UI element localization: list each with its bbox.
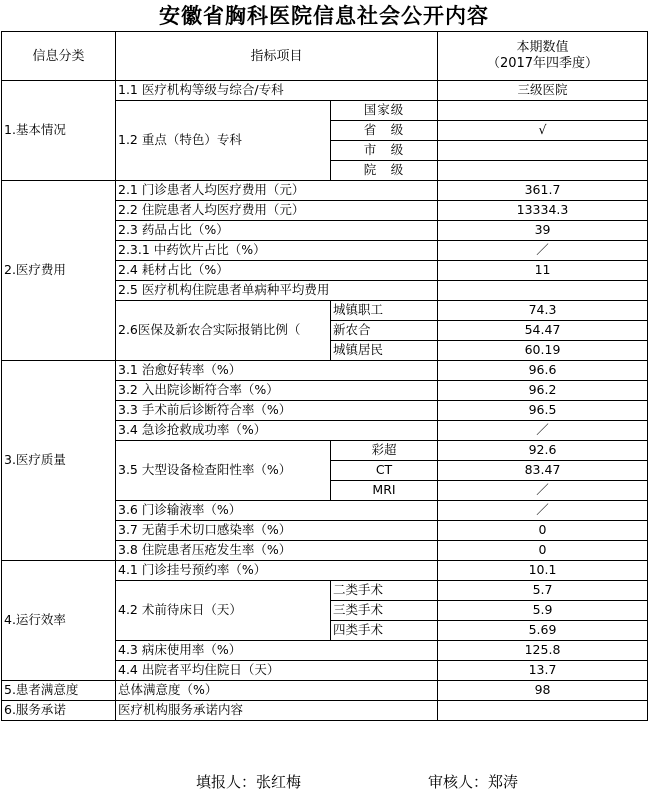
header-value-line2: （2017年四季度） — [486, 56, 599, 71]
row-value: ／ — [438, 421, 648, 441]
row-value — [438, 281, 648, 301]
row-value: 13.7 — [438, 661, 648, 681]
row-value — [438, 701, 648, 721]
row-value: 98 — [438, 681, 648, 701]
sub-label: 城镇居民 — [331, 341, 438, 361]
row-label: 2.6医保及新农合实际报销比例（ — [116, 301, 331, 361]
row-value: 0 — [438, 541, 648, 561]
row-label: 医疗机构服务承诺内容 — [116, 701, 438, 721]
row-label: 3.2 入出院诊断符合率（%） — [116, 381, 438, 401]
row-label: 4.1 门诊挂号预约率（%） — [116, 561, 438, 581]
sub-label: 省 级 — [331, 121, 438, 141]
row-value: √ — [438, 121, 648, 141]
sub-label: 四类手术 — [331, 621, 438, 641]
row-label: 3.7 无菌手术切口感染率（%） — [116, 521, 438, 541]
row-label: 2.3 药品占比（%） — [116, 221, 438, 241]
table-row — [2, 561, 648, 581]
sub-label: CT — [331, 461, 438, 481]
sub-label: 市 级 — [331, 141, 438, 161]
group-basic: 1.基本情况 — [2, 81, 116, 181]
row-value: ／ — [438, 481, 648, 501]
row-value: 125.8 — [438, 641, 648, 661]
row-value: 5.9 — [438, 601, 648, 621]
group-quality: 3.医疗质量 — [2, 361, 116, 561]
sub-label: 城镇职工 — [331, 301, 438, 321]
table-row — [2, 81, 648, 101]
row-value: 0 — [438, 521, 648, 541]
row-label: 2.1 门诊患者人均医疗费用（元） — [116, 181, 438, 201]
row-value — [438, 161, 648, 181]
filler-signature: 填报人：张红梅 — [196, 773, 302, 791]
row-label: 3.4 急诊抢救成功率（%） — [116, 421, 438, 441]
group-cost: 2.医疗费用 — [2, 181, 116, 361]
header-indicator: 指标项目 — [116, 32, 438, 81]
row-value: 54.47 — [438, 321, 648, 341]
group-satisfaction: 5.患者满意度 — [2, 681, 116, 701]
table-row — [2, 701, 648, 721]
row-label: 3.8 住院患者压疮发生率（%） — [116, 541, 438, 561]
sub-label: 三类手术 — [331, 601, 438, 621]
sub-label: 院 级 — [331, 161, 438, 181]
header-category: 信息分类 — [2, 32, 116, 81]
sub-label: 新农合 — [331, 321, 438, 341]
sub-label: 彩超 — [331, 441, 438, 461]
row-value — [438, 141, 648, 161]
sub-label: 国家级 — [331, 101, 438, 121]
row-label: 2.5 医疗机构住院患者单病种平均费用 — [116, 281, 438, 301]
disclosure-table — [1, 31, 648, 721]
row-value: 60.19 — [438, 341, 648, 361]
row-value: 96.2 — [438, 381, 648, 401]
row-value: ／ — [438, 241, 648, 261]
sub-label: MRI — [331, 481, 438, 501]
row-value: 92.6 — [438, 441, 648, 461]
row-label: 4.2 术前待床日（天） — [116, 581, 331, 641]
table-row — [2, 681, 648, 701]
row-value: 361.7 — [438, 181, 648, 201]
row-value: 11 — [438, 261, 648, 281]
row-label: 1.2 重点（特色）专科 — [116, 101, 331, 181]
row-value: 74.3 — [438, 301, 648, 321]
row-value: 三级医院 — [438, 81, 648, 101]
page-title: 安徽省胸科医院信息社会公开内容 — [159, 3, 489, 28]
row-value: 96.6 — [438, 361, 648, 381]
reviewer-signature: 审核人：郑涛 — [428, 773, 519, 791]
row-label: 3.1 治愈好转率（%） — [116, 361, 438, 381]
row-label: 3.3 手术前后诊断符合率（%） — [116, 401, 438, 421]
header-value — [438, 32, 648, 81]
table-row — [2, 181, 648, 201]
row-label: 2.3.1 中药饮片占比（%） — [116, 241, 438, 261]
row-label: 4.3 病床使用率（%） — [116, 641, 438, 661]
row-label: 3.6 门诊输液率（%） — [116, 501, 438, 521]
header-row — [2, 32, 648, 81]
row-value: 83.47 — [438, 461, 648, 481]
row-label: 2.4 耗材占比（%） — [116, 261, 438, 281]
row-label: 1.1 医疗机构等级与综合/专科 — [116, 81, 438, 101]
row-value: 10.1 — [438, 561, 648, 581]
row-label: 3.5 大型设备检查阳性率（%） — [116, 441, 331, 501]
row-value — [438, 101, 648, 121]
row-value: 39 — [438, 221, 648, 241]
table-row — [2, 361, 648, 381]
row-label: 总体满意度（%） — [116, 681, 438, 701]
row-label: 4.4 出院者平均住院日（天） — [116, 661, 438, 681]
group-service: 6.服务承诺 — [2, 701, 116, 721]
row-label: 2.2 住院患者人均医疗费用（元） — [116, 201, 438, 221]
row-value: 5.69 — [438, 621, 648, 641]
row-value: ／ — [438, 501, 648, 521]
header-value-line1: 本期数值 — [516, 40, 569, 55]
group-efficiency: 4.运行效率 — [2, 561, 116, 681]
row-value: 13334.3 — [438, 201, 648, 221]
row-value: 96.5 — [438, 401, 648, 421]
row-value: 5.7 — [438, 581, 648, 601]
sub-label: 二类手术 — [331, 581, 438, 601]
